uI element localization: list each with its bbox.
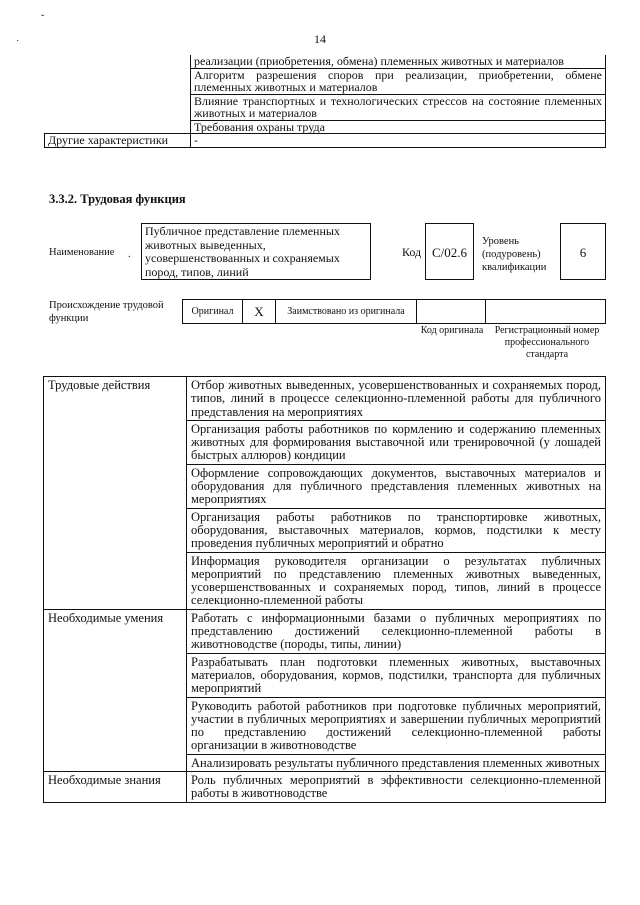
code-value: С/02.6 bbox=[425, 223, 474, 280]
section-title: 3.3.2. Трудовая функция bbox=[49, 192, 186, 206]
level-value: 6 bbox=[560, 223, 606, 280]
table-cell: Разрабатывать план подготовки племенных животных, выставочных материалов, оборудования, кормов, подстилки, транспорта для публичных мероприятий bbox=[187, 653, 606, 697]
knowledge-label: Необходимые знания bbox=[44, 772, 187, 803]
function-name: Публичное представление племенных животных выведенных, усовершенствованных и сохраняемых пород, типов, линий bbox=[141, 223, 371, 280]
level-label: Уровень (подуровень) квалификации bbox=[482, 236, 547, 273]
code-label: Код bbox=[402, 245, 422, 259]
table-cell: Работать с информационными базами о публичных мероприятиях по представлению достижений селекционно-племенной работы в животноводстве (породы, типы, линии) bbox=[187, 609, 606, 653]
page-number: 14 bbox=[314, 32, 326, 46]
origin-label: Происхождение трудовой функции bbox=[49, 300, 164, 324]
skills-label: Необходимые умения bbox=[44, 609, 187, 771]
labor-actions-label: Трудовые действия bbox=[44, 377, 187, 610]
table-cell: Организация работы работников по кормлению и содержанию племенных животных для формирования выставочной или тренировочной (у лошадей быстрых аллюров) кондиции bbox=[187, 420, 606, 464]
table-cell: Требования охраны труда bbox=[191, 120, 606, 134]
reg-number-caption: Регистрационный номер профессионального стандарта bbox=[494, 325, 600, 360]
origin-code-cell bbox=[417, 300, 486, 323]
top-table bbox=[44, 55, 606, 148]
labor-function-table bbox=[43, 376, 606, 803]
table-cell: Информация руководителя организации о результатах публичных мероприятий по представлению племенных животных выведенных, усовершенствованных и сохраняемых пород, типов, линий в процессе селекционно-племенной работы bbox=[187, 552, 606, 609]
empty-cell bbox=[45, 55, 191, 134]
dot-mark: . bbox=[128, 249, 131, 260]
origin-box bbox=[182, 299, 606, 324]
original-label: Оригинал bbox=[183, 300, 243, 323]
borrowed-label: Заимствовано из оригинала bbox=[276, 300, 417, 323]
other-characteristics-value: - bbox=[191, 134, 606, 148]
scan-mark: ˙ bbox=[16, 39, 20, 50]
table-cell: Влияние транспортных и технологических стрессов на состояние племенных животных и материалов bbox=[191, 94, 606, 120]
table-cell: Оформление сопровождающих документов, выставочных материалов и оборудования для публичного представления племенных животных на мероприятиях bbox=[187, 464, 606, 508]
other-characteristics-label: Другие характеристики bbox=[45, 134, 191, 148]
table-cell: Отбор животных выведенных, усовершенствованных и сохраняемых пород, типов, линий в процессе селекционно-племенной работы для публичного представления на мероприятиях bbox=[187, 377, 606, 421]
table-cell: Алгоритм разрешения споров при реализации, приобретении, обмене племенных животных и материалов bbox=[191, 68, 606, 94]
table-cell: реализации (приобретения, обмена) племенных животных и материалов bbox=[191, 55, 606, 68]
table-cell: Организация работы работников по транспортировке животных, оборудования, выставочных материалов, кормов, подстилки к месту проведения публичных мероприятий и обратно bbox=[187, 508, 606, 552]
code-original-caption: Код оригинала bbox=[420, 325, 484, 336]
table-cell: Анализировать результаты публичного представления племенных животных bbox=[187, 754, 606, 771]
name-label: Наименование bbox=[49, 247, 115, 258]
table-cell: Руководить работой работников при подготовке публичных мероприятий, участии в публичных мероприятиях и завершении публичных мероприятий по представлению достижений селекционно-племенной работы организации в животноводстве bbox=[187, 697, 606, 754]
table-cell: Роль публичных мероприятий в эффективности селекционно-племенной работы в животноводстве bbox=[187, 772, 606, 803]
original-mark: X bbox=[243, 300, 276, 323]
scan-mark: ˇ bbox=[41, 14, 45, 25]
